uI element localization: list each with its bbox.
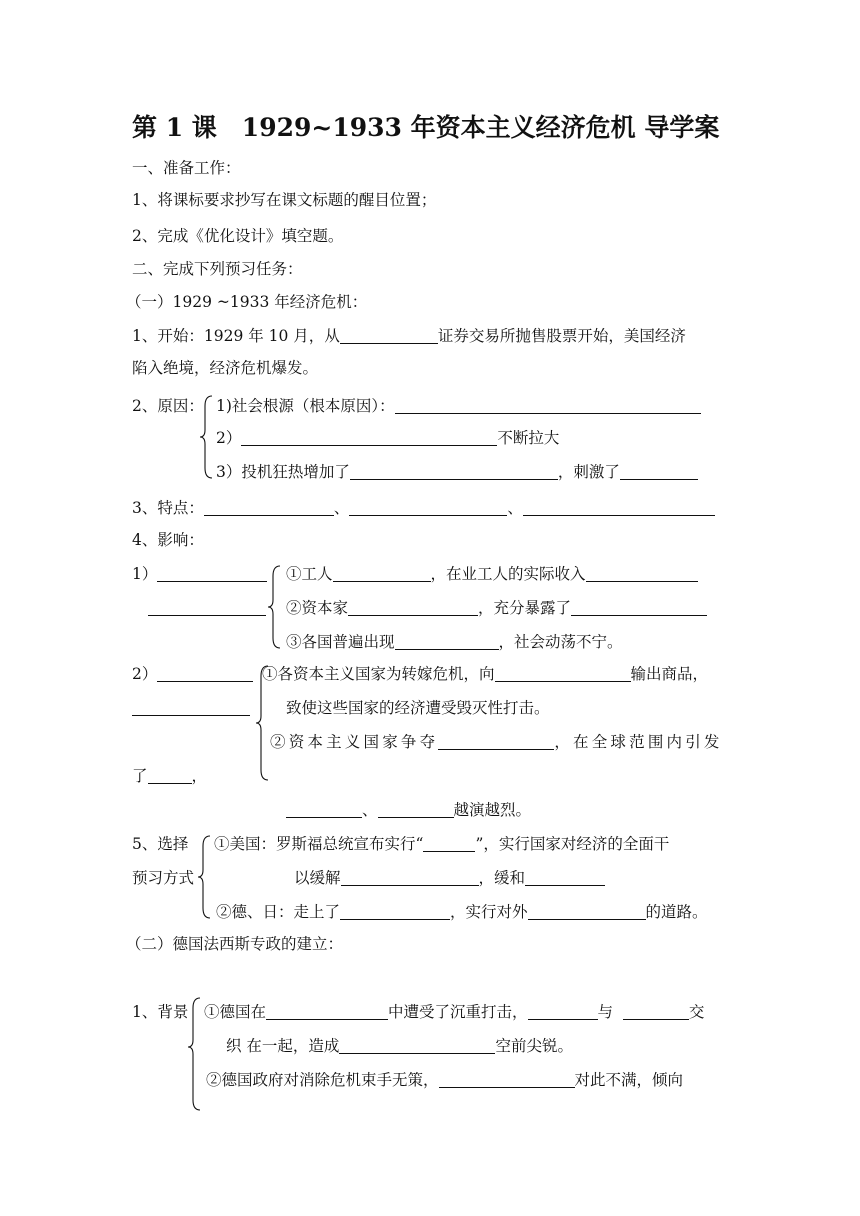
section-2-heading: （二）德国法西斯专政的建立： bbox=[126, 935, 344, 953]
background-1-text: ①德国在 bbox=[204, 1003, 267, 1021]
impact-competition-2 bbox=[132, 766, 207, 786]
impact-capitalist-text: ②资本家 bbox=[286, 599, 349, 617]
section-1-heading: （一）1929 ~1933 年经济危机： bbox=[126, 293, 368, 311]
fill-blank[interactable] bbox=[340, 903, 450, 920]
impact-countries bbox=[286, 632, 623, 652]
impact-competition-3 bbox=[286, 800, 531, 820]
fill-blank[interactable] bbox=[528, 1003, 598, 1020]
causes-label: 2、原因： bbox=[132, 397, 204, 415]
fill-blank[interactable] bbox=[340, 327, 438, 344]
fill-blank[interactable] bbox=[349, 499, 507, 516]
fill-blank[interactable] bbox=[378, 801, 454, 818]
choose-de bbox=[216, 902, 708, 922]
fill-blank[interactable] bbox=[586, 565, 698, 582]
choose-de-text: ②德、日：走上了 bbox=[216, 903, 341, 921]
background-1-2-suffix: 空前尖锐。 bbox=[495, 1037, 573, 1055]
cause-2-suffix: 不断拉大 bbox=[497, 429, 560, 447]
impact-competition bbox=[270, 732, 723, 752]
fill-blank[interactable] bbox=[341, 869, 479, 886]
fill-blank[interactable] bbox=[148, 599, 266, 616]
cause-3-text: 3）投机狂热增加了 bbox=[216, 463, 350, 481]
impact-competition-suffix: ，在全球范围内引发 bbox=[554, 733, 723, 751]
impact-competition-text: ②资本主义国家争夺 bbox=[270, 733, 439, 751]
fill-blank[interactable] bbox=[620, 463, 698, 480]
impact-1-num: 1） bbox=[132, 565, 158, 583]
fill-blank[interactable] bbox=[523, 499, 715, 516]
impact-2-num: 2） bbox=[132, 665, 158, 683]
start-line-2: 陷入绝境，经济危机爆发。 bbox=[132, 359, 319, 377]
background-1-2-text: 织 在一起，造成 bbox=[226, 1037, 340, 1055]
fill-blank[interactable] bbox=[266, 1003, 388, 1020]
fill-blank[interactable] bbox=[148, 767, 192, 784]
fill-blank[interactable] bbox=[439, 1071, 575, 1088]
features-label: 3、特点： bbox=[132, 499, 204, 517]
cause-2 bbox=[216, 428, 559, 448]
background-1-2 bbox=[226, 1036, 573, 1056]
impact-2-label bbox=[132, 664, 253, 684]
background-label: 1、背景 bbox=[132, 1003, 189, 1021]
fill-blank[interactable] bbox=[348, 599, 478, 616]
fill-blank[interactable] bbox=[623, 1003, 689, 1020]
choose-us bbox=[214, 834, 669, 854]
fill-blank[interactable] bbox=[286, 801, 362, 818]
choose-label-1: 5、选择 bbox=[132, 835, 189, 853]
impact-capitalist bbox=[286, 598, 707, 618]
fill-blank[interactable] bbox=[495, 665, 631, 682]
fill-blank[interactable] bbox=[350, 463, 558, 480]
start-line bbox=[132, 326, 686, 346]
page-title: 第 1 课 1929~1933 年资本主义经济危机 导学案 bbox=[132, 113, 720, 142]
features-sep: 、 bbox=[507, 499, 523, 517]
impact-2-label-2 bbox=[132, 698, 250, 718]
choose-us-2-mid: ，缓和 bbox=[478, 869, 526, 887]
impact-competition-sep: 、 bbox=[362, 801, 378, 819]
choose-de-mid: ，实行对外 bbox=[450, 903, 528, 921]
cause-1 bbox=[216, 396, 701, 416]
impact-1-label-2 bbox=[148, 598, 266, 618]
impact-competition-comma: ， bbox=[191, 767, 208, 785]
fill-blank[interactable] bbox=[241, 429, 497, 446]
fill-blank[interactable] bbox=[438, 733, 554, 750]
background-2 bbox=[206, 1070, 683, 1090]
fill-blank[interactable] bbox=[204, 499, 334, 516]
fill-blank[interactable] bbox=[157, 665, 253, 682]
features-sep: 、 bbox=[333, 499, 350, 517]
fill-blank[interactable] bbox=[528, 903, 646, 920]
impact-worker-text: ①工人 bbox=[286, 565, 333, 583]
choose-us-2 bbox=[294, 868, 605, 888]
impact-periphery bbox=[262, 664, 708, 684]
background-2-suffix: 对此不满，倾向 bbox=[574, 1071, 684, 1089]
impact-periphery-suffix: 输出商品， bbox=[630, 665, 709, 683]
features-line bbox=[132, 498, 715, 518]
background-1-end: 交 bbox=[688, 1003, 705, 1021]
impact-1-label bbox=[132, 564, 267, 584]
cause-3-mid: ，刺激了 bbox=[557, 463, 620, 481]
choose-us-2-text: 以缓解 bbox=[294, 869, 341, 887]
impact-1-brace bbox=[268, 564, 282, 650]
choose-us-text: ①美国：罗斯福总统宣布实行“ bbox=[214, 835, 424, 853]
background-1 bbox=[204, 1002, 704, 1022]
start-text-a: 1、开始：1929 年 10 月，从 bbox=[132, 327, 340, 345]
cause-3 bbox=[216, 462, 698, 482]
impact-periphery-2: 致使这些国家的经济遭受毁灭性打击。 bbox=[286, 699, 550, 717]
fill-blank[interactable] bbox=[395, 633, 499, 650]
fill-blank[interactable] bbox=[333, 565, 431, 582]
fill-blank[interactable] bbox=[339, 1037, 495, 1054]
impact-worker-mid: ，在业工人的实际收入 bbox=[430, 565, 586, 583]
background-brace bbox=[188, 996, 202, 1112]
impact-countries-suffix: ，社会动荡不宁。 bbox=[498, 633, 623, 651]
fill-blank[interactable] bbox=[423, 835, 475, 852]
impact-capitalist-mid: ，充分暴露了 bbox=[478, 599, 572, 617]
causes-brace bbox=[200, 394, 214, 480]
fill-blank[interactable] bbox=[571, 599, 707, 616]
prep-item-1: 1、将课标要求抄写在课文标题的醒目位置； bbox=[132, 191, 437, 209]
impact-countries-text: ③各国普遍出现 bbox=[286, 633, 395, 651]
impact-competition-suffix: 越演越烈。 bbox=[453, 801, 532, 819]
impact-worker bbox=[286, 564, 698, 584]
choose-us-suffix: ”，实行国家对经济的全面干 bbox=[475, 835, 670, 853]
cause-2-text: 2） bbox=[216, 429, 242, 447]
background-1-mid: 中遭受了沉重打击， bbox=[388, 1003, 528, 1021]
choose-de-suffix: 的道路。 bbox=[645, 903, 708, 921]
start-text-b: 证券交易所抛售股票开始，美国经济 bbox=[437, 327, 686, 345]
impact-periphery-text: ①各资本主义国家为转嫁危机，向 bbox=[262, 665, 495, 683]
background-2-text: ②德国政府对消除危机束手无策， bbox=[206, 1071, 439, 1089]
fill-blank[interactable] bbox=[157, 565, 267, 582]
fill-blank[interactable] bbox=[395, 397, 701, 414]
fill-blank[interactable] bbox=[132, 699, 250, 716]
impact-competition-le: 了 bbox=[132, 767, 148, 785]
impact-label: 4、影响： bbox=[132, 531, 204, 549]
cause-1-text: 1)社会根源（根本原因）： bbox=[216, 397, 395, 415]
tasks-heading: 二、完成下列预习任务： bbox=[132, 260, 303, 278]
prep-heading: 一、准备工作： bbox=[132, 159, 241, 177]
fill-blank[interactable] bbox=[525, 869, 605, 886]
choose-brace bbox=[198, 834, 212, 920]
prep-item-2: 2、完成《优化设计》填空题。 bbox=[132, 227, 344, 245]
background-1-and: 与 bbox=[597, 1003, 614, 1021]
choose-label-2: 预习方式 bbox=[132, 869, 195, 887]
